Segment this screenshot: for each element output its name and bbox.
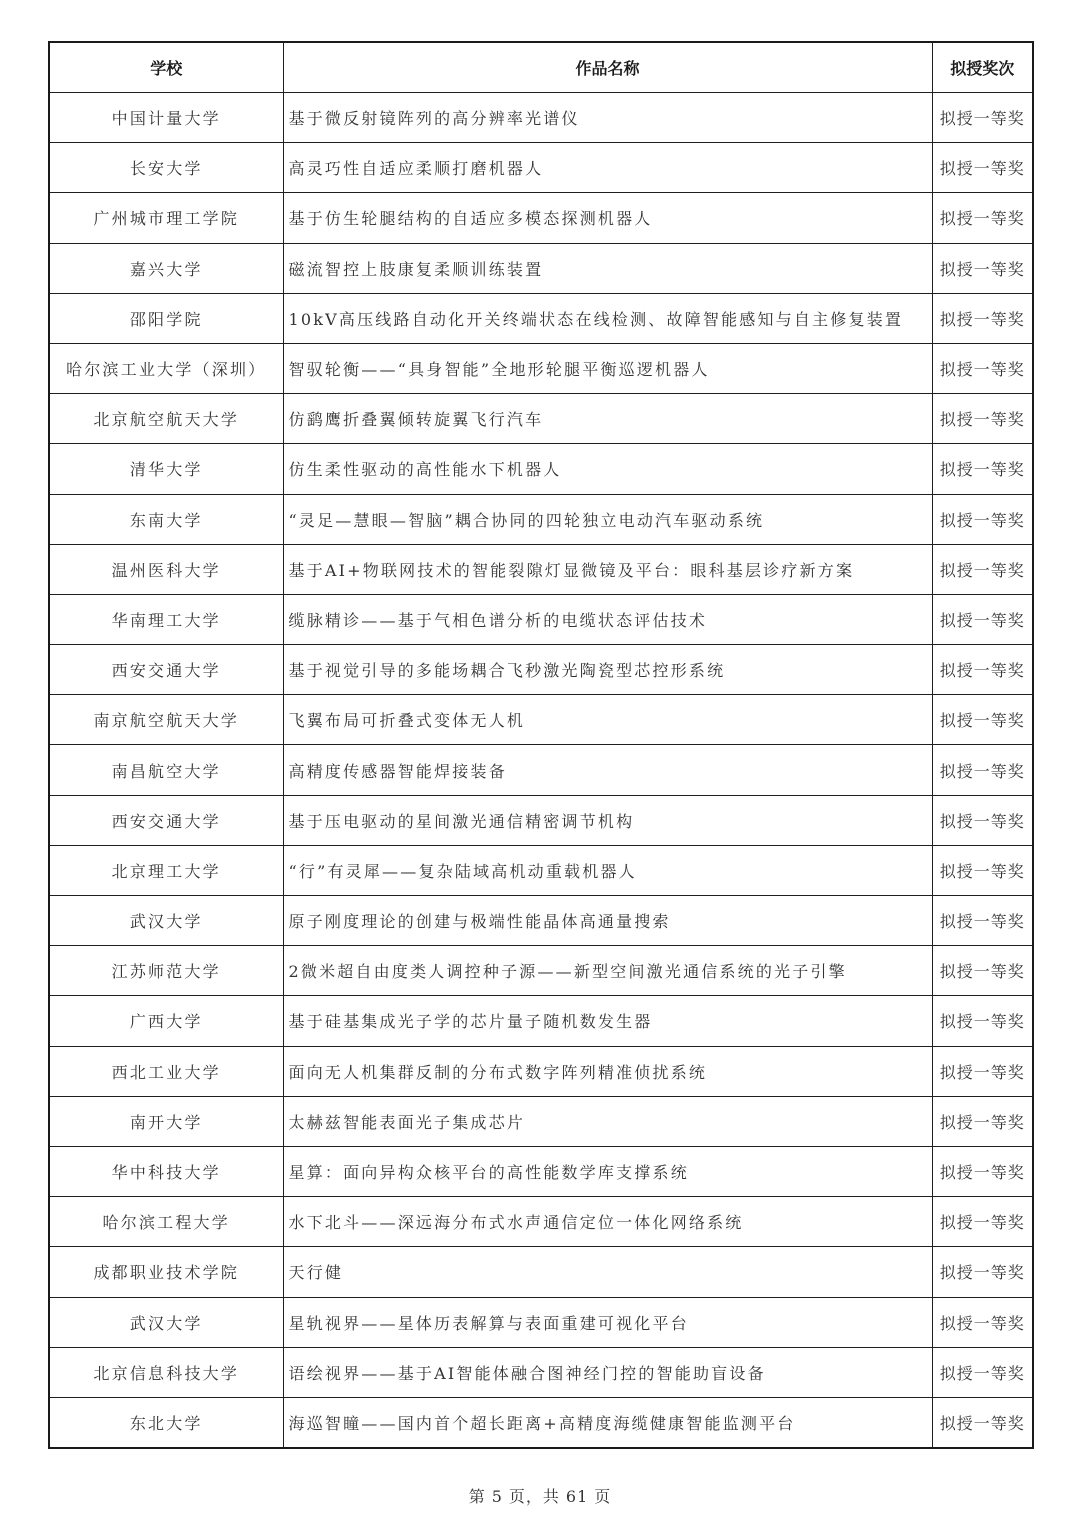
table-row <box>49 1297 1033 1347</box>
school-cell: 成都职业技术学院 <box>49 1247 283 1297</box>
table-row <box>49 594 1033 644</box>
award-level-cell: 拟授一等奖 <box>932 1146 1033 1196</box>
school-cell: 温州医科大学 <box>49 544 283 594</box>
table-row <box>49 1146 1033 1196</box>
header-school: 学校 <box>49 42 283 93</box>
total-page-count: 61 <box>565 1487 589 1506</box>
work-name-cell: 基于仿生轮腿结构的自适应多模态探测机器人 <box>283 193 932 243</box>
award-level-cell: 拟授一等奖 <box>932 343 1033 393</box>
work-name-cell: 10kV高压线路自动化开关终端状态在线检测、故障智能感知与自主修复装置 <box>283 293 932 343</box>
school-cell: 华南理工大学 <box>49 594 283 644</box>
school-cell: 东南大学 <box>49 494 283 544</box>
school-cell: 南昌航空大学 <box>49 745 283 795</box>
award-level-cell: 拟授一等奖 <box>932 193 1033 243</box>
table-body <box>49 93 1033 1449</box>
work-name-cell: 仿鹞鹰折叠翼倾转旋翼飞行汽车 <box>283 394 932 444</box>
work-name-cell: 海巡智瞳——国内首个超长距离+高精度海缆健康智能监测平台 <box>283 1397 932 1448</box>
school-cell: 武汉大学 <box>49 896 283 946</box>
school-cell: 北京理工大学 <box>49 845 283 895</box>
award-level-cell: 拟授一等奖 <box>932 1347 1033 1397</box>
school-cell: 南京航空航天大学 <box>49 695 283 745</box>
work-name-cell: 智驭轮衡——“具身智能”全地形轮腿平衡巡逻机器人 <box>283 343 932 393</box>
school-cell: 华中科技大学 <box>49 1146 283 1196</box>
work-name-cell: 原子刚度理论的创建与极端性能晶体高通量搜索 <box>283 896 932 946</box>
footer-suffix: 页 <box>594 1487 612 1506</box>
current-page-number: 5 <box>491 1487 503 1506</box>
award-level-cell: 拟授一等奖 <box>932 795 1033 845</box>
award-level-cell: 拟授一等奖 <box>932 1247 1033 1297</box>
award-level-cell: 拟授一等奖 <box>932 1096 1033 1146</box>
header-work-name: 作品名称 <box>283 42 932 93</box>
table-row <box>49 845 1033 895</box>
school-cell: 中国计量大学 <box>49 93 283 143</box>
work-name-cell: 太赫兹智能表面光子集成芯片 <box>283 1096 932 1146</box>
school-cell: 长安大学 <box>49 143 283 193</box>
table-row <box>49 795 1033 845</box>
award-level-cell: 拟授一等奖 <box>932 1046 1033 1096</box>
header-award-level: 拟授奖次 <box>932 42 1033 93</box>
work-name-cell: “灵足—慧眼—智脑”耦合协同的四轮独立电动汽车驱动系统 <box>283 494 932 544</box>
table-row <box>49 343 1033 393</box>
award-level-cell: 拟授一等奖 <box>932 695 1033 745</box>
table-row <box>49 293 1033 343</box>
work-name-cell: 星算：面向异构众核平台的高性能数学库支撑系统 <box>283 1146 932 1196</box>
award-level-cell: 拟授一等奖 <box>932 1297 1033 1347</box>
table-row <box>49 193 1033 243</box>
table-row <box>49 143 1033 193</box>
work-name-cell: 基于视觉引导的多能场耦合飞秒激光陶瓷型芯控形系统 <box>283 645 932 695</box>
award-level-cell: 拟授一等奖 <box>932 243 1033 293</box>
school-cell: 哈尔滨工业大学（深圳） <box>49 343 283 393</box>
table-row <box>49 996 1033 1046</box>
award-level-cell: 拟授一等奖 <box>932 845 1033 895</box>
school-cell: 江苏师范大学 <box>49 946 283 996</box>
table-row <box>49 494 1033 544</box>
work-name-cell: 磁流智控上肢康复柔顺训练装置 <box>283 243 932 293</box>
header-row <box>49 42 1033 93</box>
table-row <box>49 1046 1033 1096</box>
work-name-cell: 基于微反射镜阵列的高分辨率光谱仪 <box>283 93 932 143</box>
table-row <box>49 645 1033 695</box>
award-level-cell: 拟授一等奖 <box>932 1397 1033 1448</box>
footer-prefix: 第 <box>468 1487 486 1506</box>
school-cell: 西安交通大学 <box>49 795 283 845</box>
footer-middle: 页，共 <box>508 1487 560 1506</box>
work-name-cell: 高精度传感器智能焊接装备 <box>283 745 932 795</box>
school-cell: 广西大学 <box>49 996 283 1046</box>
work-name-cell: 基于压电驱动的星间激光通信精密调节机构 <box>283 795 932 845</box>
table-row <box>49 444 1033 494</box>
table-row <box>49 1197 1033 1247</box>
table-row <box>49 1096 1033 1146</box>
work-name-cell: 缆脉精诊——基于气相色谱分析的电缆状态评估技术 <box>283 594 932 644</box>
awards-table <box>48 41 1034 1449</box>
table-row <box>49 745 1033 795</box>
work-name-cell: “行”有灵犀——复杂陆域高机动重载机器人 <box>283 845 932 895</box>
award-level-cell: 拟授一等奖 <box>932 544 1033 594</box>
school-cell: 南开大学 <box>49 1096 283 1146</box>
award-level-cell: 拟授一等奖 <box>932 946 1033 996</box>
work-name-cell: 基于AI+物联网技术的智能裂隙灯显微镜及平台：眼科基层诊疗新方案 <box>283 544 932 594</box>
table-row <box>49 1247 1033 1297</box>
work-name-cell: 基于硅基集成光子学的芯片量子随机数发生器 <box>283 996 932 1046</box>
table-row <box>49 394 1033 444</box>
school-cell: 清华大学 <box>49 444 283 494</box>
award-level-cell: 拟授一等奖 <box>932 1197 1033 1247</box>
table-header <box>49 42 1033 93</box>
table-row <box>49 1347 1033 1397</box>
school-cell: 哈尔滨工程大学 <box>49 1197 283 1247</box>
work-name-cell: 2微米超自由度类人调控种子源——新型空间激光通信系统的光子引擎 <box>283 946 932 996</box>
work-name-cell: 仿生柔性驱动的高性能水下机器人 <box>283 444 932 494</box>
school-cell: 东北大学 <box>49 1397 283 1448</box>
school-cell: 北京信息科技大学 <box>49 1347 283 1397</box>
school-cell: 邵阳学院 <box>49 293 283 343</box>
table-row <box>49 896 1033 946</box>
award-level-cell: 拟授一等奖 <box>932 143 1033 193</box>
award-level-cell: 拟授一等奖 <box>932 594 1033 644</box>
award-level-cell: 拟授一等奖 <box>932 896 1033 946</box>
table-row <box>49 93 1033 143</box>
award-level-cell: 拟授一等奖 <box>932 745 1033 795</box>
work-name-cell: 高灵巧性自适应柔顺打磨机器人 <box>283 143 932 193</box>
work-name-cell: 面向无人机集群反制的分布式数字阵列精准侦扰系统 <box>283 1046 932 1096</box>
table-row <box>49 544 1033 594</box>
award-level-cell: 拟授一等奖 <box>932 293 1033 343</box>
award-level-cell: 拟授一等奖 <box>932 93 1033 143</box>
table-row <box>49 695 1033 745</box>
award-level-cell: 拟授一等奖 <box>932 394 1033 444</box>
work-name-cell: 语绘视界——基于AI智能体融合图神经门控的智能助盲设备 <box>283 1347 932 1397</box>
page-footer <box>0 1484 1080 1507</box>
work-name-cell: 天行健 <box>283 1247 932 1297</box>
work-name-cell: 水下北斗——深远海分布式水声通信定位一体化网络系统 <box>283 1197 932 1247</box>
school-cell: 嘉兴大学 <box>49 243 283 293</box>
award-level-cell: 拟授一等奖 <box>932 645 1033 695</box>
award-level-cell: 拟授一等奖 <box>932 494 1033 544</box>
work-name-cell: 星轨视界——星体历表解算与表面重建可视化平台 <box>283 1297 932 1347</box>
work-name-cell: 飞翼布局可折叠式变体无人机 <box>283 695 932 745</box>
table-row <box>49 1397 1033 1448</box>
table-row <box>49 946 1033 996</box>
school-cell: 广州城市理工学院 <box>49 193 283 243</box>
award-level-cell: 拟授一等奖 <box>932 444 1033 494</box>
school-cell: 北京航空航天大学 <box>49 394 283 444</box>
award-level-cell: 拟授一等奖 <box>932 996 1033 1046</box>
school-cell: 武汉大学 <box>49 1297 283 1347</box>
school-cell: 西安交通大学 <box>49 645 283 695</box>
school-cell: 西北工业大学 <box>49 1046 283 1096</box>
table-row <box>49 243 1033 293</box>
